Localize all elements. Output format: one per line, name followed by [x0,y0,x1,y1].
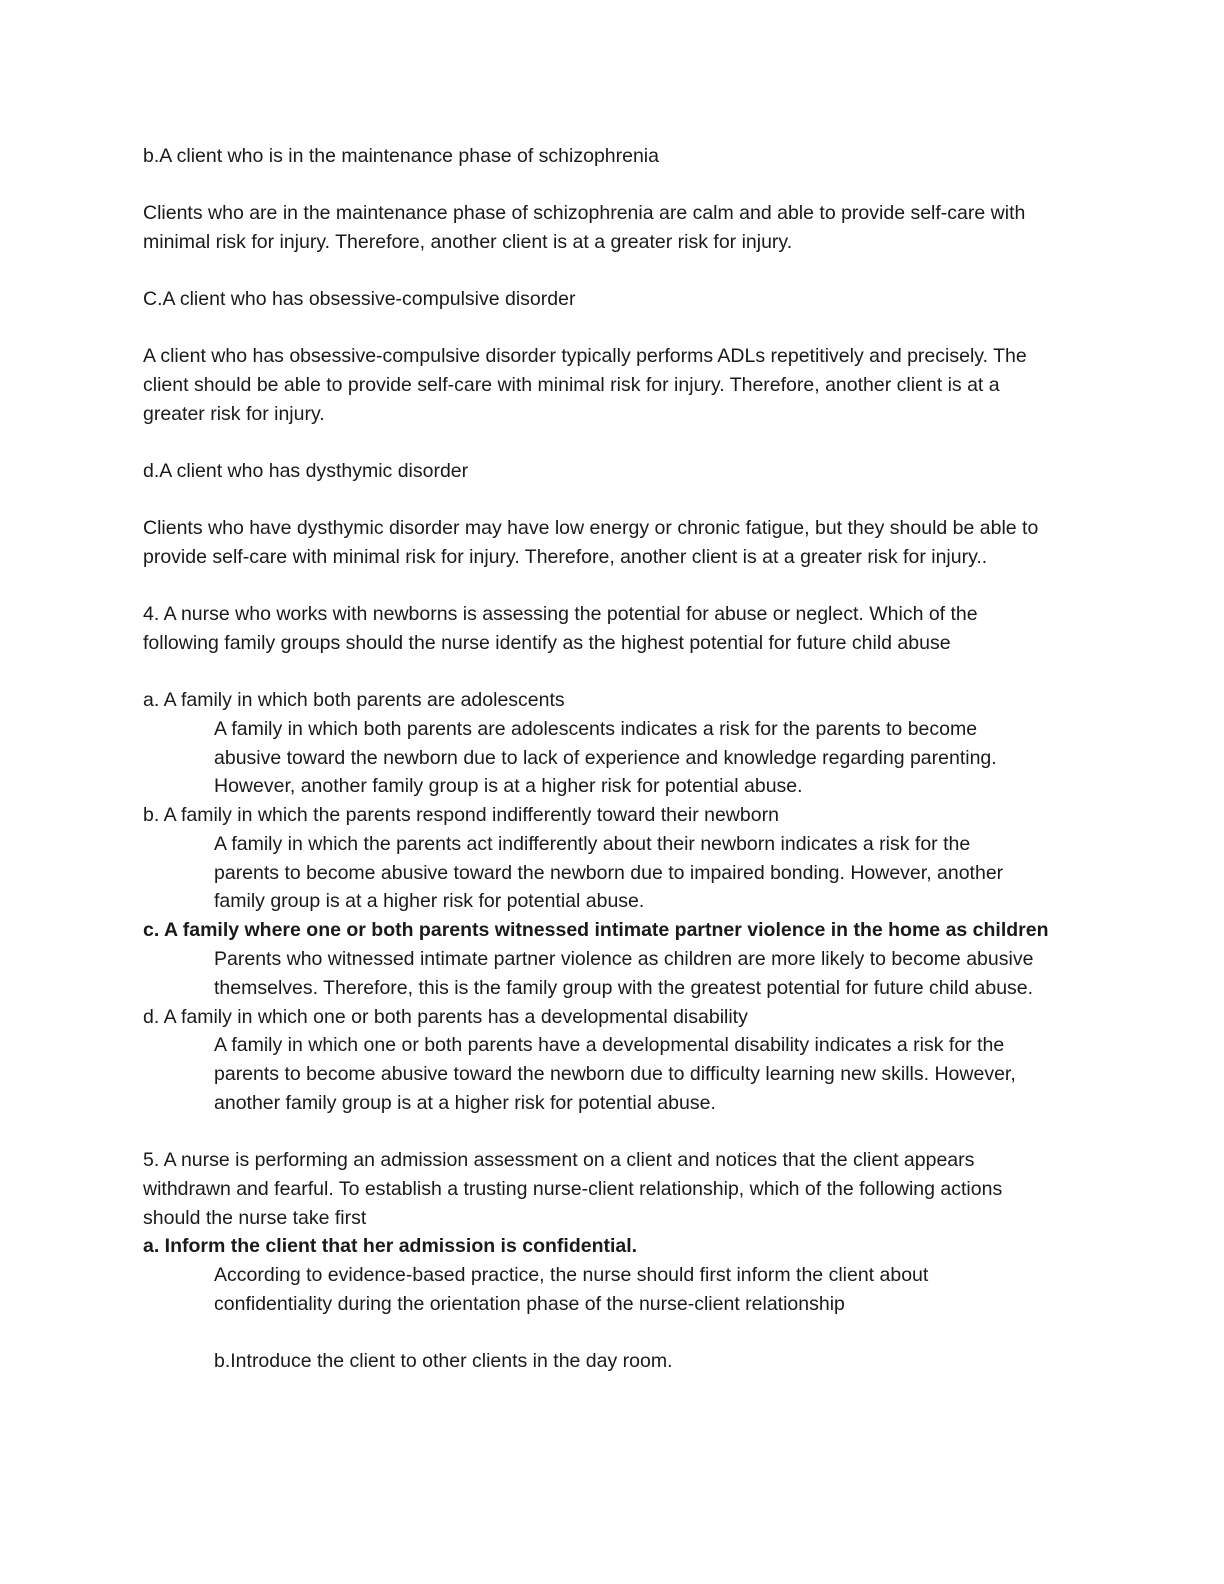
question-4-stem: following family groups should the nurse identify as the highest potential for future child abuse [143,632,951,654]
q5-option-b: b.Introduce the client to other clients in the day room. [214,1350,673,1372]
explanation-line: A client who has obsessive-compulsive disorder typically performs ADLs repetitively and precisely. The [143,345,1027,367]
q4-option-c-explanation: Parents who witnessed intimate partner violence as children are more likely to become abusive [214,948,1034,970]
explanation-line: client should be able to provide self-care with minimal risk for injury. Therefore, another client is at a [143,374,1000,396]
q4-option-b-explanation: parents to become abusive toward the newborn due to impaired bonding. However, another [214,862,1004,884]
explanation-line: provide self-care with minimal risk for injury. Therefore, another client is at a greater risk for injury.. [143,546,988,568]
q4-option-c-explanation: themselves. Therefore, this is the family group with the greatest potential for future child abuse. [214,977,1034,999]
question-5-stem: should the nurse take first [143,1207,367,1229]
q4-option-b: b. A family in which the parents respond indifferently toward their newborn [143,804,779,826]
q5-option-a-explanation: confidentiality during the orientation phase of the nurse-client relationship [214,1293,845,1315]
question-5-stem: 5. A nurse is performing an admission assessment on a client and notices that the client appears [143,1149,975,1171]
explanation-line: greater risk for injury. [143,403,325,425]
explanation-line: Clients who have dysthymic disorder may have low energy or chronic fatigue, but they should be able to [143,517,1039,539]
q4-option-b-explanation: A family in which the parents act indifferently about their newborn indicates a risk for the [214,833,971,855]
option-b-schizophrenia: b.A client who is in the maintenance phase of schizophrenia [143,145,659,167]
q4-option-a-explanation: A family in which both parents are adolescents indicates a risk for the parents to become [214,718,978,740]
q4-option-d-explanation: A family in which one or both parents have a developmental disability indicates a risk for the [214,1034,1005,1056]
q4-option-c-correct: c. A family where one or both parents witnessed intimate partner violence in the home as children [143,919,1049,941]
q5-option-a-correct: a. Inform the client that her admission is confidential. [143,1235,638,1257]
q4-option-a: a. A family in which both parents are adolescents [143,689,565,711]
q4-option-a-explanation: However, another family group is at a higher risk for potential abuse. [214,775,803,797]
option-d-dysthymic: d.A client who has dysthymic disorder [143,460,469,482]
option-c-ocd: C.A client who has obsessive-compulsive disorder [143,288,576,310]
question-5-stem: withdrawn and fearful. To establish a trusting nurse-client relationship, which of the following actions [143,1178,1003,1200]
explanation-line: Clients who are in the maintenance phase of schizophrenia are calm and able to provide self-care with [143,202,1026,224]
q4-option-d-explanation: another family group is at a higher risk for potential abuse. [214,1092,716,1114]
q4-option-d-explanation: parents to become abusive toward the newborn due to difficulty learning new skills. However, [214,1063,1016,1085]
q4-option-d: d. A family in which one or both parents has a developmental disability [143,1006,748,1028]
q4-option-b-explanation: family group is at a higher risk for potential abuse. [214,890,645,912]
explanation-line: minimal risk for injury. Therefore, another client is at a greater risk for injury. [143,231,793,253]
q5-option-a-explanation: According to evidence-based practice, the nurse should first inform the client about [214,1264,929,1286]
q4-option-a-explanation: abusive toward the newborn due to lack of experience and knowledge regarding parenting. [214,747,997,769]
question-4-stem: 4. A nurse who works with newborns is assessing the potential for abuse or neglect. Which of the [143,603,978,625]
